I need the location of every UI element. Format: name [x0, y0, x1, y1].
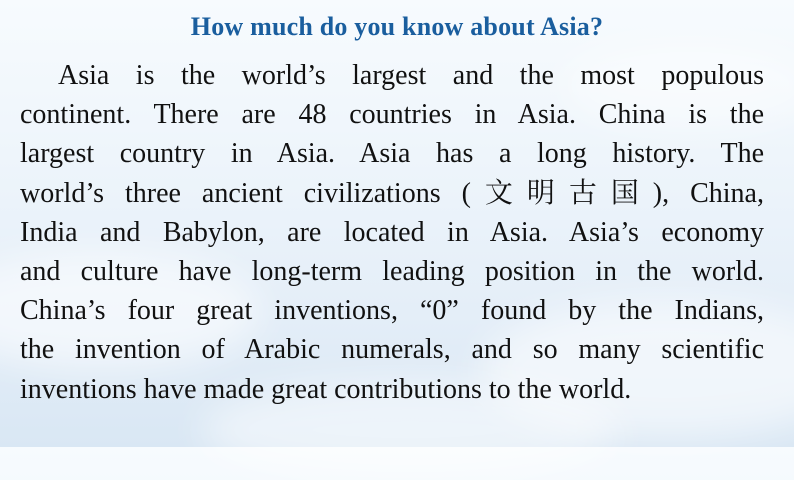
passage-line: Asia is the world’s largest and the most populous	[58, 60, 764, 91]
passage-line: continent. There are 48 countries in Asia. China is the	[20, 99, 764, 131]
passage-line: inventions have made great contributions to the world.	[20, 373, 632, 405]
passage-line: and culture have long-term leading position in the world.	[20, 256, 764, 288]
passage-line: China’s four great inventions, “0” found by the Indians,	[20, 295, 764, 327]
page-title: How much do you know about Asia?	[190, 12, 604, 41]
reading-passage	[20, 56, 764, 409]
passage-line: world’s three ancient civilizations (文明古国), China,	[20, 177, 764, 209]
passage-line: the invention of Arabic numerals, and so many scientific	[20, 334, 764, 366]
passage-line: largest country in Asia. Asia has a long history. The	[20, 138, 764, 170]
passage-line: India and Babylon, are located in Asia. Asia’s economy	[20, 216, 764, 248]
